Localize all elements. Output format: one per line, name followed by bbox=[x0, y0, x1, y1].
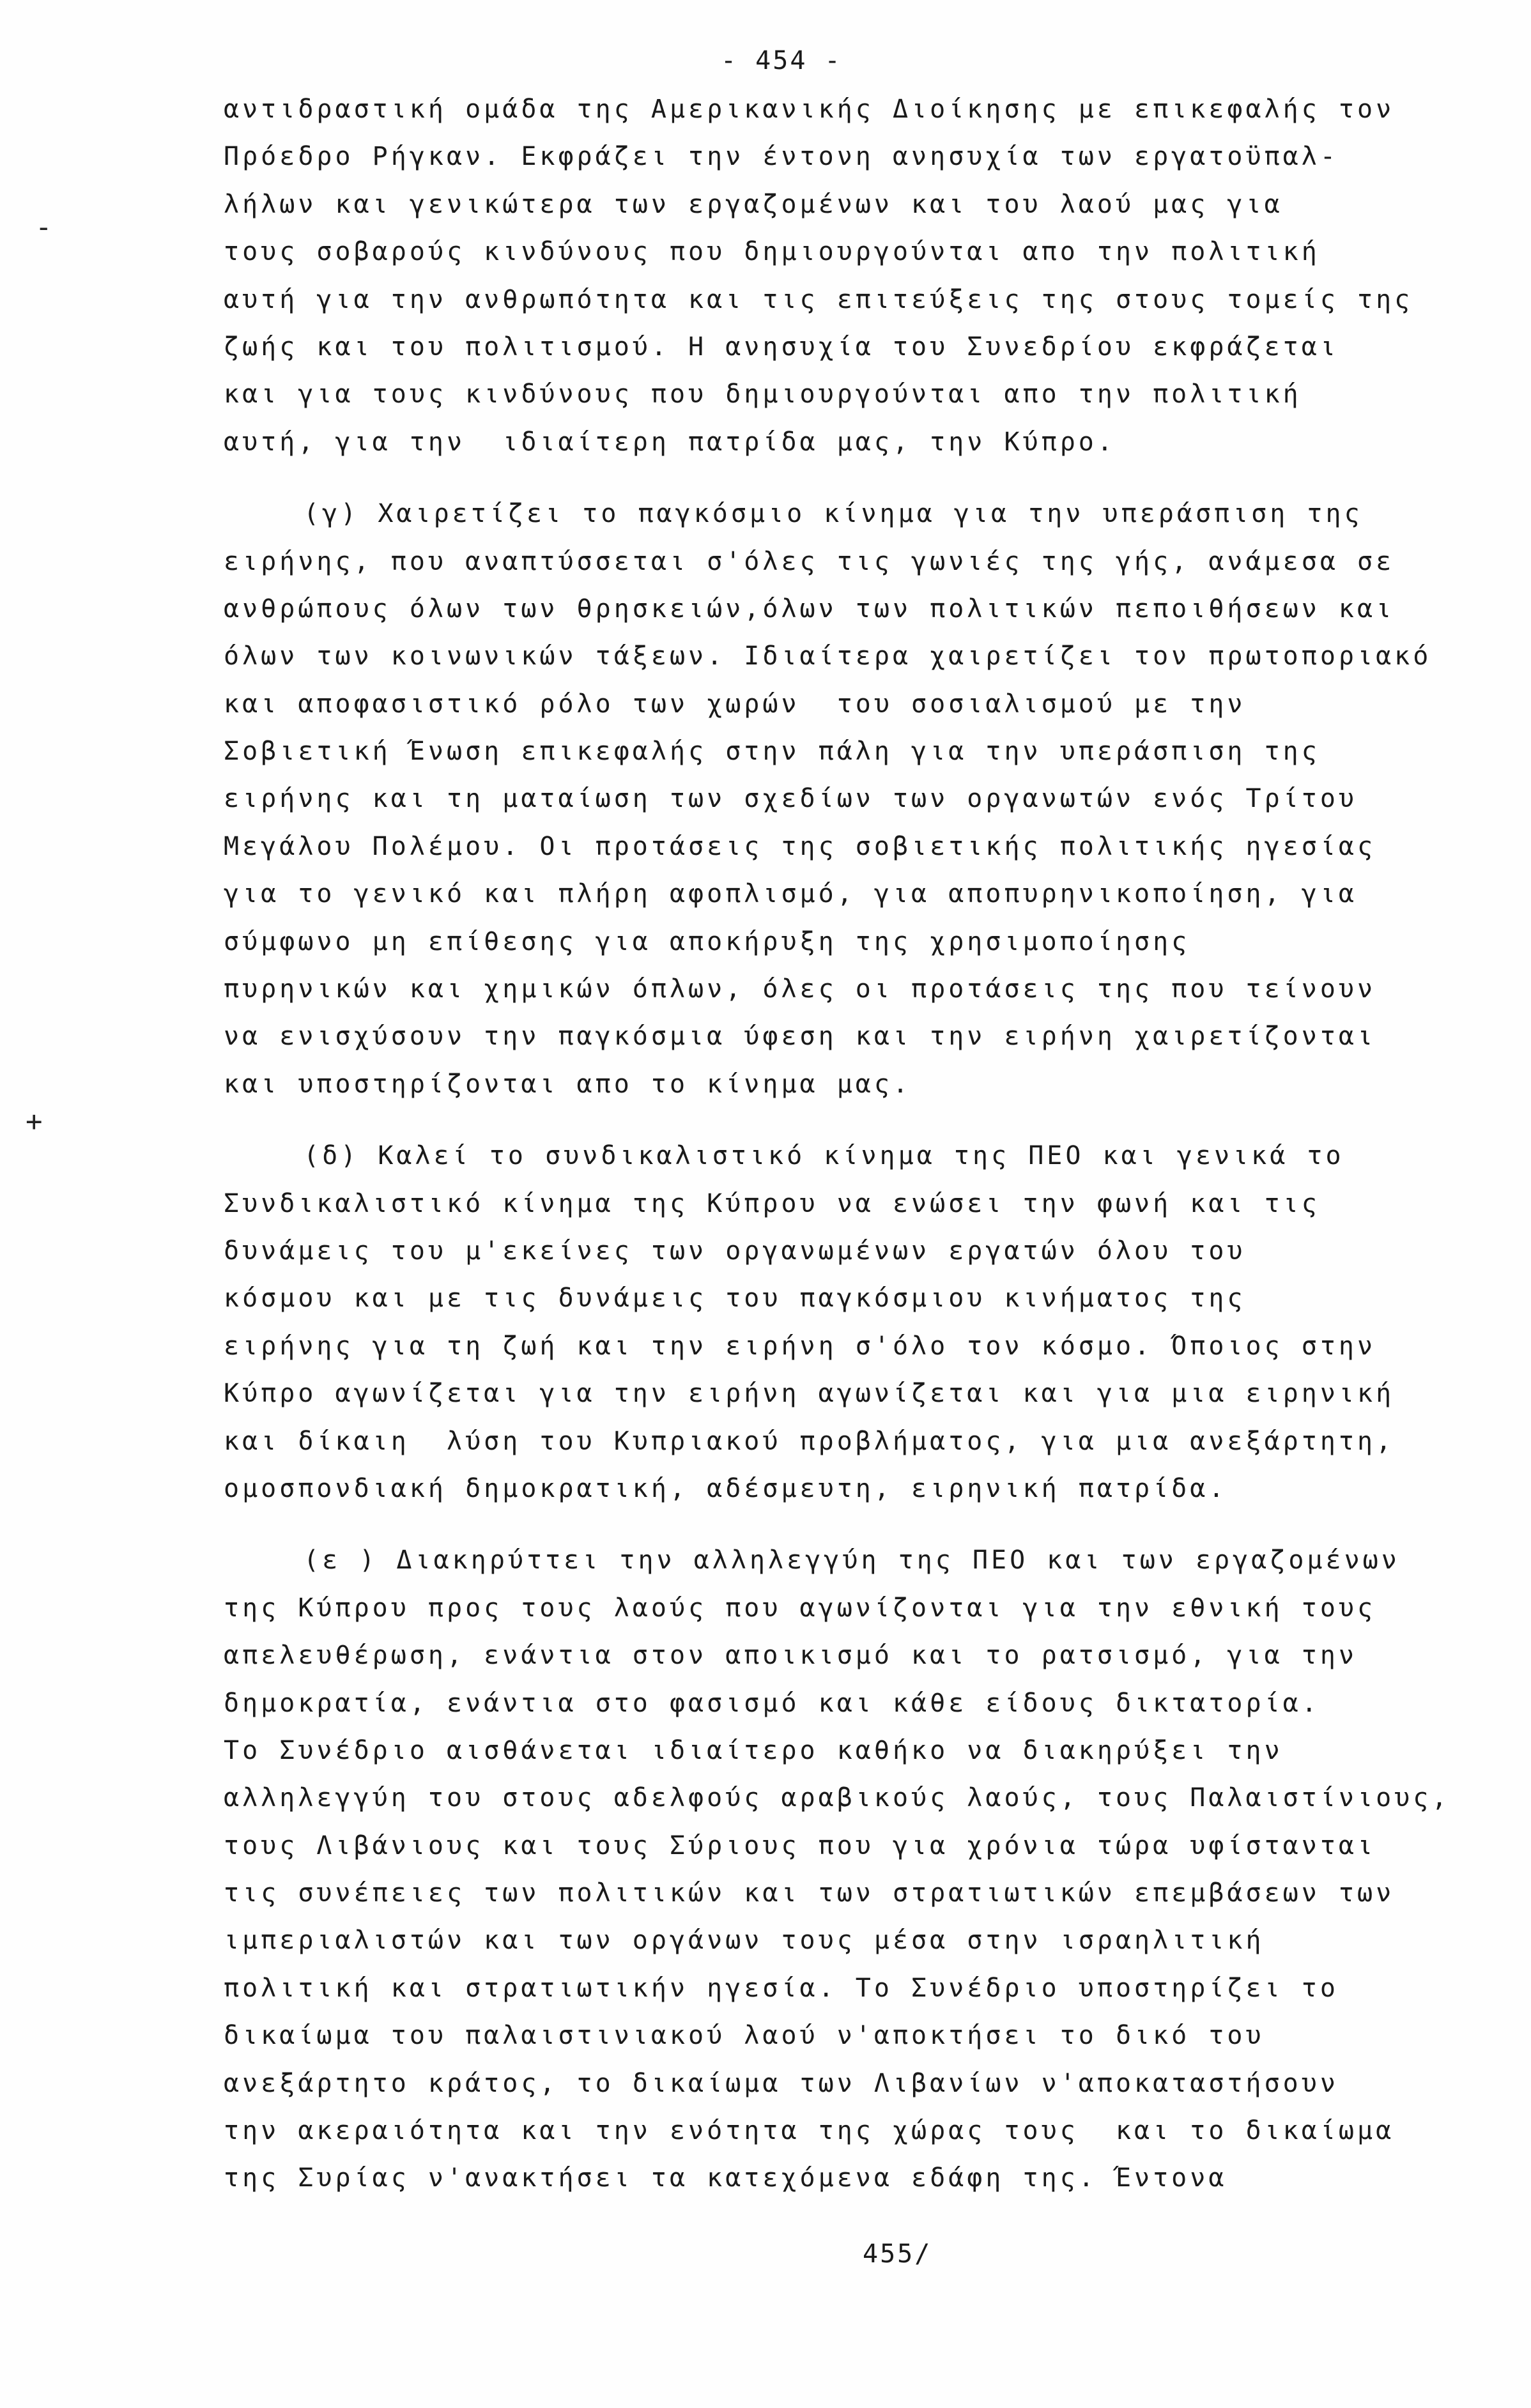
text-line: τους Λιβάνιους και τους Σύριους που για χρόνια τώρα υφίστανται bbox=[224, 1830, 1376, 1860]
text-line: ζωής και του πολιτισμού. Η ανησυχία του Συνεδρίου εκφράζεται bbox=[224, 332, 1339, 362]
text-line: Συνδικαλιστικό κίνημα της Κύπρου να ενώσει την φωνή και τις bbox=[224, 1188, 1320, 1218]
text-line: Σοβιετική Ένωση επικεφαλής στην πάλη για την υπεράσπιση της bbox=[224, 737, 1320, 767]
text-line: Μεγάλου Πολέμου. Οι προτάσεις της σοβιετικής πολιτικής ηγεσίας bbox=[224, 831, 1376, 861]
text-line: δυνάμεις του μ'εκείνες των οργανωμένων εργατών όλου του bbox=[224, 1236, 1246, 1266]
text-line: ειρήνης, που αναπτύσσεται σ'όλες τις γωνιές της γής, ανάμεσα σε bbox=[224, 546, 1395, 576]
text-line: απελευθέρωση, ενάντια στον αποικισμό και το ρατσισμό, για την bbox=[224, 1641, 1358, 1671]
text-line: (γ) Χαιρετίζει το παγκόσμιο κίνημα για την υπεράσπιση της bbox=[304, 499, 1363, 529]
paragraph-gamma bbox=[224, 490, 1502, 1108]
text-line: Κύπρο αγωνίζεται για την ειρήνη αγωνίζεται και για μια ειρηνική bbox=[224, 1379, 1395, 1409]
text-line: δικαίωμα του παλαιστινιακού λαού ν'αποκτήσει το δικό του bbox=[224, 2021, 1265, 2051]
paragraph-delta bbox=[224, 1132, 1502, 1512]
text-line: ιμπεριαλιστών και των οργάνων τους μέσα στην ισραηλιτική bbox=[224, 1926, 1265, 1956]
text-line: Το Συνέδριο αισθάνεται ιδιαίτερο καθήκο να διακηρύξει την bbox=[224, 1735, 1283, 1765]
text-line: αντιδραστική ομάδα της Αμερικανικής Διοίκησης με επικεφαλής τον bbox=[224, 95, 1395, 124]
text-line: και αποφασιστικό ρόλο των χωρών του σοσιαλισμού με την bbox=[224, 689, 1246, 719]
text-line: πολιτική και στρατιωτικήν ηγεσία. Το Συνέδριο υποστηρίζει το bbox=[224, 1973, 1339, 2003]
text-line: της Συρίας ν'ανακτήσει τα κατεχόμενα εδάφη της. Έντονα bbox=[224, 2163, 1227, 2193]
paragraph-epsilon bbox=[224, 1537, 1502, 2202]
text-line: τις συνέπειες των πολιτικών και των στρατιωτικών επεμβάσεων των bbox=[224, 1878, 1395, 1908]
text-line: ειρήνης για τη ζωή και την ειρήνη σ'όλο τον κόσμο. Όποιος στην bbox=[224, 1331, 1376, 1361]
text-line: για το γενικό και πλήρη αφοπλισμό, για αποπυρηνικοποίηση, για bbox=[224, 879, 1358, 909]
text-line: (ε ) Διακηρύττει την αλληλεγγύη της ΠΕΟ και των εργαζομένων bbox=[304, 1545, 1400, 1576]
text-line: την ακεραιότητα και την ενότητα της χώρας τους και το δικαίωμα bbox=[224, 2116, 1395, 2146]
text-line: αυτή για την ανθρωπότητα και τις επιτεύξεις της στους τομείς της bbox=[224, 284, 1413, 314]
text-line: και δίκαιη λύση του Κυπριακού προβλήματος, για μια ανεξάρτητη, bbox=[224, 1426, 1395, 1456]
text-line: και υποστηρίζονται απο το κίνημα μας. bbox=[224, 1069, 912, 1099]
text-line: κόσμου και με τις δυνάμεις του παγκόσμιου κινήματος της bbox=[224, 1284, 1246, 1314]
text-line: (δ) Καλεί το συνδικαλιστικό κίνημα της ΠΕΟ και γενικά το bbox=[304, 1141, 1344, 1171]
margin-mark-icon: + bbox=[26, 1105, 43, 1138]
text-line: Πρόεδρο Ρήγκαν. Εκφράζει την έντονη ανησυχία των εργατοϋπαλ- bbox=[224, 142, 1339, 172]
text-line: της Κύπρου προς τους λαούς που αγωνίζονται για την εθνική τους bbox=[224, 1593, 1376, 1623]
text-line: ειρήνης και τη ματαίωση των σχεδίων των οργανωτών ενός Τρίτου bbox=[224, 784, 1358, 814]
paragraph-intro bbox=[224, 86, 1502, 466]
text-line: ανθρώπους όλων των θρησκειών,όλων των πολιτικών πεποιθήσεων και bbox=[224, 594, 1395, 624]
text-line: δημοκρατία, ενάντια στο φασισμό και κάθε είδους δικτατορία. bbox=[224, 1688, 1320, 1718]
text-line: ομοσπονδιακή δημοκρατική, αδέσμευτη, ειρηνική πατρίδα. bbox=[224, 1473, 1227, 1503]
continuation-marker: 455/ bbox=[863, 2239, 932, 2269]
text-line: πυρηνικών και χημικών όπλων, όλες οι προτάσεις της που τείνουν bbox=[224, 974, 1376, 1004]
text-line: αλληλεγγύη του στους αδελφούς αραβικούς λαούς, τους Παλαιστίνιους, bbox=[224, 1783, 1450, 1813]
text-line: και για τους κινδύνους που δημιουργούνται απο την πολιτική bbox=[224, 380, 1302, 410]
text-line: λήλων και γενικώτερα των εργαζομένων και του λαού μας για bbox=[224, 189, 1283, 219]
document-body bbox=[224, 86, 1502, 2202]
text-line: να ενισχύσουν την παγκόσμια ύφεση και την ειρήνη χαιρετίζονται bbox=[224, 1022, 1376, 1052]
text-line: σύμφωνο μη επίθεσης για αποκήρυξη της χρησιμοποίησης bbox=[224, 926, 1190, 956]
text-line: ανεξάρτητο κράτος, το δικαίωμα των Λιβανίων ν'αποκαταστήσουν bbox=[224, 2068, 1339, 2098]
page-number: - 454 - bbox=[721, 46, 842, 75]
text-line: όλων των κοινωνικών τάξεων. Ιδιαίτερα χαιρετίζει τον πρωτοποριακό bbox=[224, 641, 1432, 671]
text-line: τους σοβαρούς κινδύνους που δημιουργούνται απο την πολιτική bbox=[224, 237, 1320, 267]
text-line: αυτή, για την ιδιαίτερη πατρίδα μας, την Κύπρο. bbox=[224, 427, 1116, 457]
margin-mark-icon: - bbox=[35, 211, 52, 243]
